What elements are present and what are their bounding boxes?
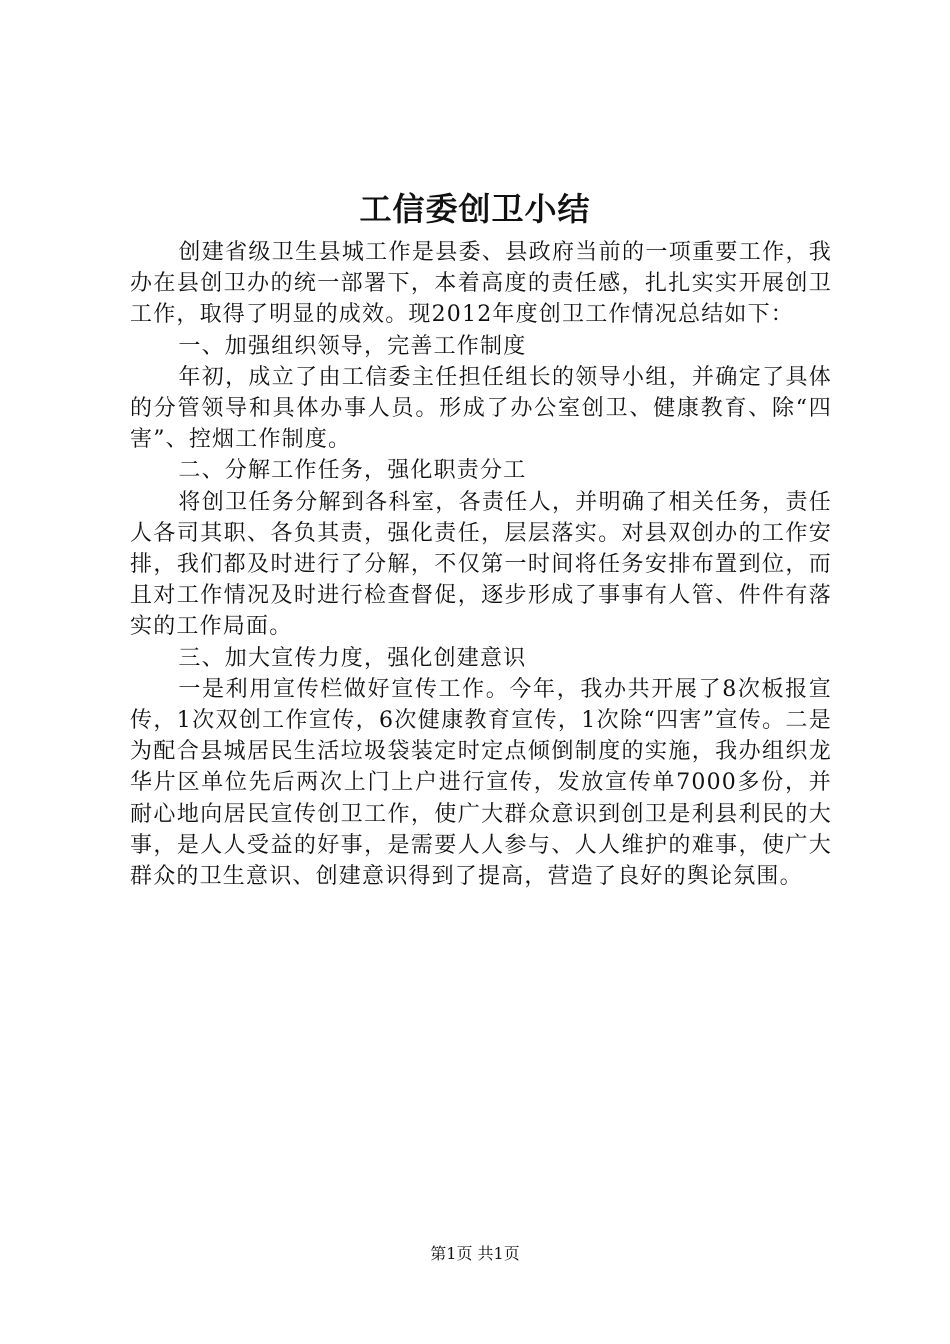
paragraph-intro: 创建省级卫生县城工作是县委、县政府当前的一项重要工作，我办在县创卫办的统一部署下，本着高度的责任感，扎扎实实开展创卫工作，取得了明显的成效。现2012年度创卫工作情况总结如下： [130,240,832,328]
paragraph-section-2: 将创卫任务分解到各科室，各责任人，并明确了相关任务，责任人各司其职、各负其责，强化责任，层层落实。对县双创办的工作安排，我们都及时进行了分解，不仅第一时间将任务安排布置到位，而且对工作情况及时进行检查督促，逐步形成了事事有人管、件件有落实的工作局面。 [130,489,832,640]
paragraph-section-1: 年初，成立了由工信委主任担任组长的领导小组，并确定了具体的分管领导和具体办事人员。形成了办公室创卫、健康教育、除“四害”、控烟工作制度。 [130,364,832,453]
section-heading-1: 一、加强组织领导，完善工作制度 [178,333,527,359]
document-title: 工信委创卫小结 [359,190,591,228]
section-heading-3: 三、加大宣传力度，强化创建意识 [178,645,527,671]
paragraph-section-3: 一是利用宣传栏做好宣传工作。今年，我办共开展了8次板报宣传，1次双创工作宣传，6次健康教育宣传，1次除“四害”宣传。二是为配合县城居民生活垃圾袋装定时定点倾倒制度的实施，我办组织龙华片区单位先后两次上门上户进行宣传，发放宣传单7000多份，并耐心地向居民宣传创卫工作，使广大群众意识到创卫是利县利民的大事，是人人受益的好事，是需要人人参与、人人维护的难事，使广大群众的卫生意识、创建意识得到了提高，营造了良好的舆论氛围。 [130,676,832,890]
page-number-footer: 第1页 共1页 [430,1244,520,1263]
section-heading-2: 二、分解工作任务，强化职责分工 [178,458,527,484]
document-body [130,237,832,892]
